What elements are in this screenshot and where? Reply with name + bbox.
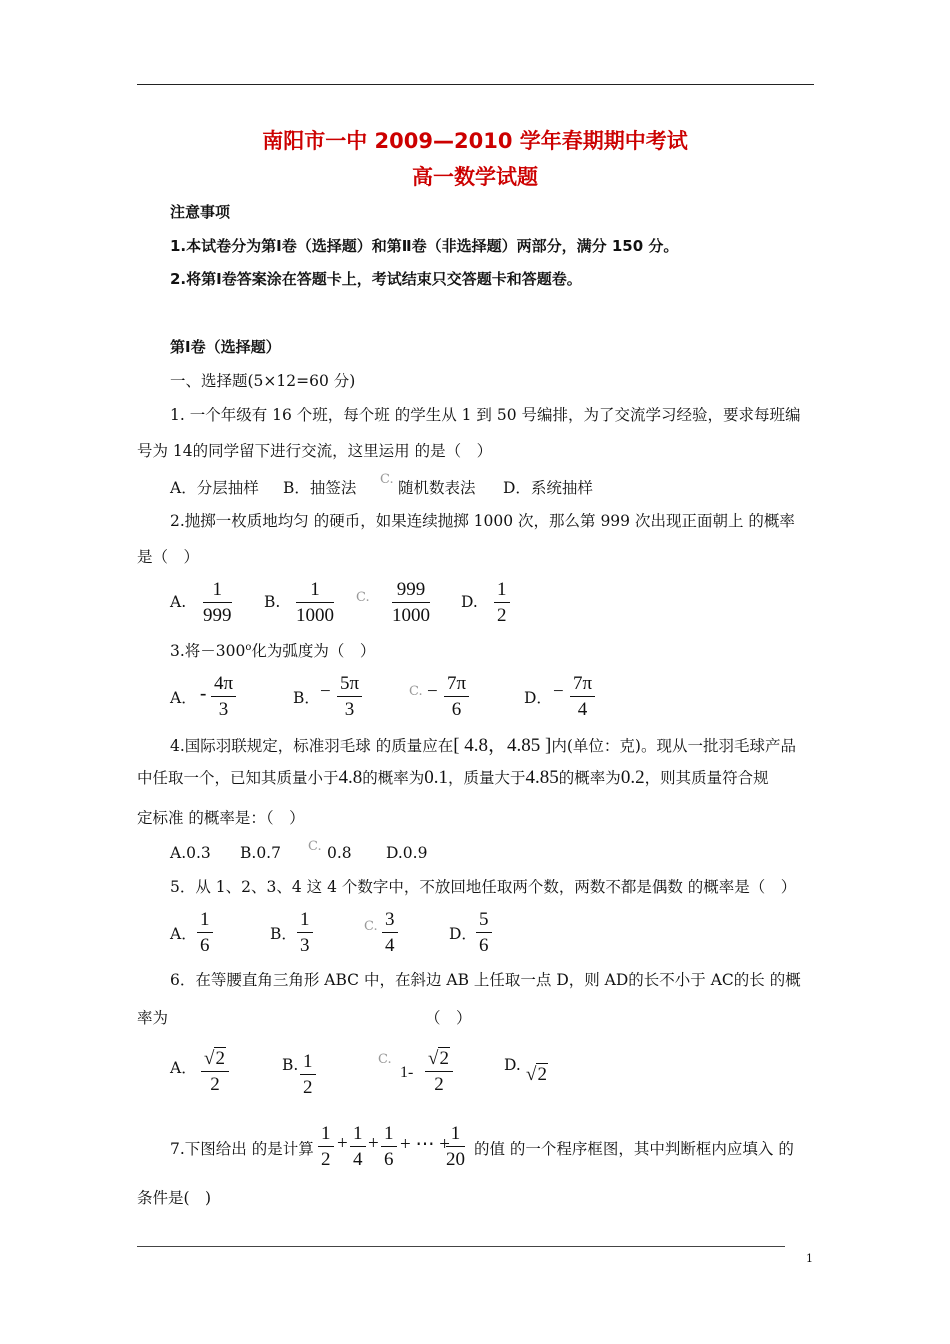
q5-c-numerator: 3	[385, 909, 395, 930]
q4-value-1: 4.8	[338, 767, 363, 788]
q4-stem-line2	[137, 766, 817, 789]
q1-stem-line2: 号为 14的同学留下进行交流，这里运用 的是（ ）	[137, 442, 493, 460]
q3-b-denominator: 3	[344, 699, 355, 720]
q7-plus-1: +	[337, 1133, 348, 1154]
section-heading: 第Ⅰ卷（选择题）	[170, 338, 281, 356]
q6-stem-line2: 率为	[137, 1009, 169, 1027]
q3-option-b-label: B．	[293, 689, 320, 707]
q6-c-radicand: 2	[439, 1048, 449, 1069]
q2-a-denominator: 999	[203, 605, 232, 626]
q6-option-d-sqrt: √2	[526, 1064, 547, 1085]
q3-option-d-sign: −	[553, 681, 564, 702]
q6-c-denominator: 2	[434, 1074, 444, 1095]
page-number: 1	[806, 1252, 813, 1265]
q7-ellipsis: + ⋯ +	[400, 1134, 450, 1155]
q4-value-3: 4.85	[525, 767, 559, 788]
q7-f3-numerator: 1	[384, 1123, 394, 1144]
q7-f3-denominator: 6	[384, 1149, 394, 1170]
q6-answer-paren: （ ）	[425, 1009, 472, 1027]
q2-d-denominator: 2	[497, 605, 507, 626]
q5-a-denominator: 6	[200, 935, 210, 956]
q3-option-a-sign: -	[200, 683, 207, 704]
q5-c-denominator: 4	[385, 935, 395, 956]
q5-option-b-label: B．	[270, 925, 297, 943]
q3-option-c-mark: C.	[409, 684, 423, 699]
q5-option-d-fraction	[476, 910, 492, 955]
q3-d-denominator: 4	[577, 699, 588, 720]
notice-heading: 注意事项	[170, 203, 231, 221]
q4-text-post: 内(单位：克)。现从一批羽毛球产品	[551, 737, 796, 755]
q4-text: 4.国际羽联规定，标准羽毛球 的质量应在	[170, 737, 454, 755]
q7-stem-post: 的值 的一个程序框图，其中判断框内应填入 的	[474, 1140, 794, 1158]
q1-stem-line1: 1. 一个年级有 16 个班，每个班 的学生从 1 到 50 号编排，为了交流学习经验，要求每班编	[170, 406, 801, 424]
q6-d-radicand: 2	[537, 1064, 547, 1085]
q5-d-numerator: 5	[479, 909, 489, 930]
q6-b-denominator: 2	[303, 1077, 313, 1098]
q3-b-numerator: 5π	[340, 673, 360, 694]
q2-option-c-fraction	[392, 580, 430, 625]
q6-a-sqrt: √2	[204, 1048, 225, 1069]
q2-a-numerator: 1	[212, 579, 222, 600]
q7-f4-denominator: 20	[446, 1149, 465, 1170]
q6-option-a-fraction	[201, 1049, 229, 1094]
q2-c-numerator: 999	[396, 579, 426, 600]
q2-stem-line2: 是（ ）	[137, 548, 200, 566]
q7-stem-pre: 7.下图给出 的是计算	[170, 1140, 314, 1158]
q5-option-c-fraction	[382, 910, 398, 955]
q3-stem	[170, 639, 850, 661]
q3-option-a-label: A．	[170, 689, 197, 707]
q7-fraction-3	[381, 1124, 397, 1169]
q6-a-radicand: 2	[215, 1048, 225, 1069]
q3-c-denominator: 6	[451, 699, 462, 720]
q3-a-numerator: 4π	[214, 673, 234, 694]
q2-b-numerator: 1	[310, 579, 320, 600]
q6-option-c-prefix: 1-	[400, 1064, 414, 1081]
q5-d-denominator: 6	[479, 935, 489, 956]
q3-option-d-fraction	[570, 674, 595, 719]
q4-text-c: ，质量大于	[448, 769, 526, 787]
q2-option-d-fraction	[494, 580, 510, 625]
footer-rule	[137, 1246, 785, 1247]
q2-b-denominator: 1000	[296, 605, 334, 626]
part-heading: 一、选择题(5×12=60 分)	[170, 372, 356, 390]
q3-stem-post: 化为弧度为（ ）	[251, 642, 376, 660]
q1-option-c: 随机数表法	[398, 479, 476, 497]
q5-b-denominator: 3	[300, 935, 310, 956]
q5-option-d-label: D．	[449, 925, 477, 943]
q4-option-a: A.0.3	[170, 844, 211, 862]
q4-text-b: 的概率为	[362, 769, 425, 787]
q3-d-numerator: 7π	[573, 673, 593, 694]
header-rule	[137, 84, 814, 85]
q7-f2-denominator: 4	[353, 1149, 363, 1170]
q2-d-numerator: 1	[497, 579, 507, 600]
q7-f2-numerator: 1	[353, 1123, 363, 1144]
notice-item-2: 2.将第Ⅰ卷答案涂在答题卡上，考试结束只交答题卡和答题卷。	[170, 270, 582, 288]
q4-option-d: D.0.9	[386, 844, 428, 862]
q2-option-b-fraction	[296, 580, 334, 625]
exam-title: 南阳市一中 2009—2010 学年春期期中考试	[262, 129, 688, 153]
q1-option-b: B．抽签法	[283, 479, 357, 497]
q2-option-c-mark: C.	[356, 590, 370, 605]
q3-stem-pre: 3.将－300	[170, 642, 246, 660]
exam-subtitle: 高一数学试题	[412, 165, 538, 189]
q5-option-a-fraction	[197, 910, 213, 955]
q3-option-b-fraction	[337, 674, 362, 719]
q2-option-a-label: A.	[170, 593, 187, 611]
q5-a-numerator: 1	[200, 909, 210, 930]
q4-value-2: 0.1	[424, 767, 449, 788]
q4-option-c: 0.8	[327, 844, 352, 862]
q6-option-b-label: B.	[282, 1056, 299, 1074]
q7-fraction-2	[350, 1124, 366, 1169]
q5-option-a-label: A．	[170, 925, 197, 943]
q6-c-sqrt: √2	[428, 1048, 449, 1069]
q2-c-denominator: 1000	[392, 605, 430, 626]
q2-option-b-label: B.	[264, 593, 281, 611]
q7-fraction-1	[318, 1124, 334, 1169]
q2-stem-line1: 2.抛掷一枚质地均匀 的硬币，如果连续抛掷 1000 次，那么第 999 次出现正面朝上 的概率	[170, 512, 795, 530]
q3-option-a-fraction	[211, 674, 236, 719]
q4-stem-line3: 定标准 的概率是：（ ）	[137, 809, 305, 827]
q6-option-c-mark: C.	[378, 1052, 392, 1067]
q4-text-e: ，则其质量符合规	[644, 769, 769, 787]
q3-option-c-fraction	[444, 674, 469, 719]
q1-option-d: D．系统抽样	[503, 479, 593, 497]
q1-option-a: A．分层抽样	[170, 479, 259, 497]
q4-option-b: B.0.7	[240, 844, 281, 862]
q7-plus-2: +	[368, 1133, 379, 1154]
q3-option-d-label: D．	[524, 689, 552, 707]
q6-option-c-fraction	[425, 1049, 453, 1094]
q3-a-denominator: 3	[218, 699, 229, 720]
q5-option-c-mark: C.	[364, 919, 378, 934]
q2-option-a-fraction	[203, 580, 232, 625]
q5-option-b-fraction	[297, 910, 313, 955]
q6-option-d-label: D.	[504, 1056, 521, 1074]
q7-f4-numerator: 1	[450, 1123, 461, 1144]
q7-f1-numerator: 1	[321, 1123, 331, 1144]
q7-stem-line2: 条件是( )	[137, 1189, 212, 1207]
q3-option-b-sign: −	[320, 681, 331, 702]
q4-text-a: 中任取一个，已知其质量小于	[137, 769, 339, 787]
q5-b-numerator: 1	[300, 909, 310, 930]
q4-text-d: 的概率为	[558, 769, 621, 787]
q2-option-d-label: D.	[461, 593, 478, 611]
q4-stem-line1	[170, 730, 850, 757]
q4-interval: [ 4.8，4.85 ]	[453, 735, 552, 756]
q3-c-numerator: 7π	[447, 673, 467, 694]
notice-item-1: 1.本试卷分为第Ⅰ卷（选择题）和第Ⅱ卷（非选择题）两部分，满分 150 分。	[170, 237, 679, 255]
q4-option-c-mark: C.	[308, 839, 322, 854]
q6-b-numerator: 1	[303, 1051, 313, 1072]
q3-option-c-sign: −	[427, 681, 438, 702]
q6-option-b-fraction	[300, 1052, 316, 1097]
q6-option-a-label: A．	[170, 1059, 197, 1077]
q1-option-c-mark: C.	[380, 472, 394, 487]
q7-f1-denominator: 2	[321, 1149, 331, 1170]
q7-fraction-4	[446, 1124, 465, 1169]
q6-stem-line1: 6．在等腰直角三角形 ABC 中，在斜边 AB 上任取一点 D，则 AD的长不小于 AC的长 的概	[170, 971, 801, 989]
q6-a-denominator: 2	[210, 1074, 220, 1095]
q3-degree-mark: o	[245, 641, 252, 653]
q4-value-4: 0.2	[620, 767, 645, 788]
q5-stem: 5．从 1、2、3、4 这 4 个数字中，不放回地任取两个数，两数不都是偶数 的概率是（ ）	[170, 878, 797, 896]
